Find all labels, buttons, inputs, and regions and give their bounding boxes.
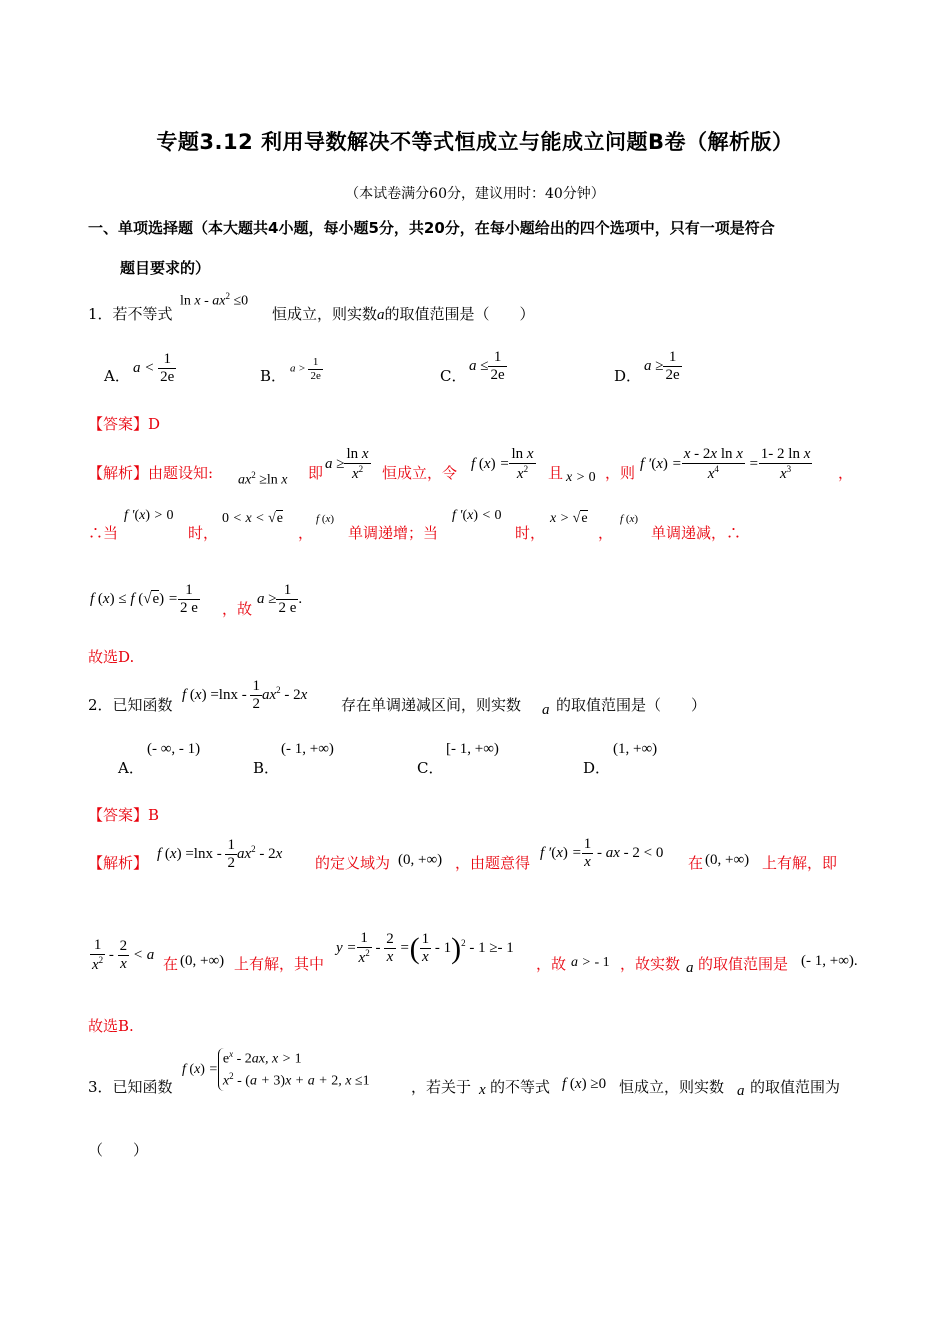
q1-text-ze: ，则	[605, 464, 636, 482]
page-subtitle: （本试卷满分60分，建议用时：40分钟）	[345, 186, 605, 202]
q1-option-a: A．	[104, 367, 130, 385]
q1-option-c: C．	[440, 367, 467, 385]
q2-text-zai: 在	[688, 854, 704, 872]
q3-var-a: a	[737, 1083, 745, 1099]
q1-text-qie: 且	[548, 464, 564, 482]
q1-option-a-expr: a < $\frac{1}{2e}$	[133, 351, 175, 386]
q2-prefix: 2．已知函数	[88, 696, 173, 714]
q1-analysis-ineq1: $ax^2 \ge\ln$ x	[238, 470, 288, 488]
q3-var-x: x	[479, 1082, 486, 1098]
q1-analysis-label: 【解析】由题设知:	[88, 464, 214, 482]
q2-option-b: B．	[253, 759, 280, 777]
q3-text-ineq: 的不等式	[490, 1078, 551, 1096]
q1-text-shi1: 时，	[188, 524, 219, 542]
q2-ineq-a: $\frac{1}{x^2}$ - $\frac{2}{x}$ < a	[92, 937, 155, 974]
q2-text-youjie: 上有解，即	[762, 854, 838, 872]
q2-range-value: (- 1, +∞).	[801, 953, 858, 969]
q1-text-inc: 单调递增；当	[348, 524, 439, 542]
q3-text-hcl: 恒成立，则实数	[619, 1078, 725, 1096]
q2-option-c: C．	[417, 759, 444, 777]
q2-text-domain: 的定义域为	[315, 854, 391, 872]
q3-answer-blank: （ ）	[88, 1141, 149, 1159]
q2-domain: (0, +∞)	[398, 852, 443, 868]
q1-analysis-ineq2: a ≥ $\frac{\text{ln x}}{x^2}$	[325, 446, 369, 483]
q2-option-c-expr: [- 1, +∞)	[446, 741, 499, 757]
q1-answer: 【答案】D	[88, 415, 161, 433]
q1-analysis-fprime: f ′(x) = $\frac{\text{x - 2x ln x}}{x^4}$ = $\frac{\text{1- 2 ln x}}{x^3}$	[640, 446, 811, 483]
q3-piecewise: f $(x) =e^x - 2ax$, x > 1 $x^2 - (a + 3)x + a + 2$, x ≤1	[182, 1048, 370, 1091]
q1-option-d-expr: a ≥ $\frac{1}{2e}$	[644, 349, 680, 384]
q3-text-ruo: ，若关于	[411, 1078, 472, 1096]
page-title: 专题3.12 利用导数解决不等式恒成立与能成立问题B卷（解析版）	[156, 130, 794, 154]
q1-option-c-expr: a ≤ $\frac{1}{2e}$	[469, 349, 505, 384]
q1-text-hcl: 恒成立，令	[382, 464, 458, 482]
q2-text-gu: ，故	[536, 955, 567, 973]
q1-fx-small1: f (x)	[316, 513, 335, 525]
q1-prefix: 1．若不等式	[88, 305, 173, 323]
q1-cond-inc: f ′(x) > 0	[124, 508, 174, 523]
q2-analysis-label: 【解析】	[88, 854, 149, 872]
q1-cond-dec: f ′(x) < 0	[452, 508, 502, 523]
q1-max-value: f (x) ≤ f (√e) = $\frac{1}{2 e}$	[90, 582, 198, 617]
q2-analysis-fx: f (x) =lnx - $\frac{1}{2}$ $ax^2 - 2x$	[157, 837, 283, 872]
q2-option-a-expr: (- ∞, - 1)	[147, 741, 201, 757]
q2-var-a2: a	[686, 960, 694, 976]
q1-stem	[88, 303, 173, 324]
q1-text-comma3: ，	[598, 524, 614, 542]
q2-function: f (x) =lnx - $\frac{1}{2}$ $ax^2 - 2x$	[182, 678, 308, 713]
q1-option-b-expr: a > $\frac{1}{2e}$	[290, 356, 321, 382]
q2-option-b-expr: (- 1, +∞)	[281, 741, 334, 757]
q3-ineq: f (x) ≥0	[562, 1076, 607, 1092]
q2-text-comma1: ，由题意得	[455, 854, 531, 872]
q2-text-youjie2: 上有解，其中	[234, 955, 325, 973]
q2-option-a: A．	[118, 759, 144, 777]
section-heading-cont: 题目要求的）	[120, 259, 211, 277]
q2-y-expr: y = $\frac{1}{x^2}$ - $\frac{2}{x}$ =( $\frac{1}{x}$ - 1)$^2$ - 1 ≥- 1	[336, 930, 514, 967]
q1-conclusion: 故选D.	[88, 648, 135, 666]
q1-text-gu: ，故	[222, 600, 253, 618]
q2-text-gu2: ，故实数	[620, 955, 681, 973]
q2-fprime: f ′(x) = $\frac{1}{x}$ - ax - 2 < 0	[540, 836, 664, 871]
q2-conclusion: 故选B.	[88, 1017, 134, 1035]
q2-answer: 【答案】B	[88, 806, 160, 824]
q2-var-a: a	[542, 702, 550, 718]
q2-option-d: D．	[583, 759, 611, 777]
q2-text-zai2: 在	[163, 955, 179, 973]
q2-text-range: 的取值范围是	[698, 955, 789, 973]
q2-domain3: (0, +∞)	[180, 953, 225, 969]
q2-option-d-expr: (1, +∞)	[613, 741, 658, 757]
q1-text-dec: 单调递减，∴	[651, 524, 742, 542]
q1-stem-cont: 恒成立，则实数a的取值范围是（ ）	[272, 305, 535, 323]
q1-interval-dec: x > √e	[550, 511, 588, 526]
q3-text-range: 的取值范围为	[750, 1078, 841, 1096]
q1-final-ineq: a ≥ $\frac{1}{2 e}$ .	[257, 582, 303, 617]
q1-text-comma: ，	[838, 464, 854, 482]
q2-domain2: (0, +∞)	[705, 852, 750, 868]
q1-analysis-xpos: x > 0	[566, 470, 596, 485]
q1-inequality: $\ln x - ax^2 \le 0$	[180, 291, 249, 309]
q1-option-b: B．	[260, 367, 287, 385]
q1-option-d: D．	[614, 367, 642, 385]
q3-prefix: 3．已知函数	[88, 1078, 173, 1096]
q1-interval-inc: 0 < x < √e	[222, 511, 284, 526]
q1-text-shi2: 时，	[515, 524, 546, 542]
q2-stem-cont: 存在单调递减区间，则实数	[341, 696, 522, 714]
q2-stem-end: 的取值范围是（ ）	[556, 696, 707, 714]
q1-text-dang: ∴当	[88, 524, 119, 542]
q1-text-comma2: ，	[298, 524, 314, 542]
q1-analysis-fx: f (x) = $\frac{\text{ln x}}{x^2}$	[471, 446, 534, 483]
q1-fx-small2: f (x)	[620, 513, 639, 525]
q2-a-gt: a > - 1	[571, 955, 610, 970]
q1-text-ji: 即	[308, 464, 324, 482]
section-heading: 一、单项选择题（本大题共4小题，每小题5分，共20分，在每小题给出的四个选项中，只有一项是符合	[88, 219, 775, 237]
